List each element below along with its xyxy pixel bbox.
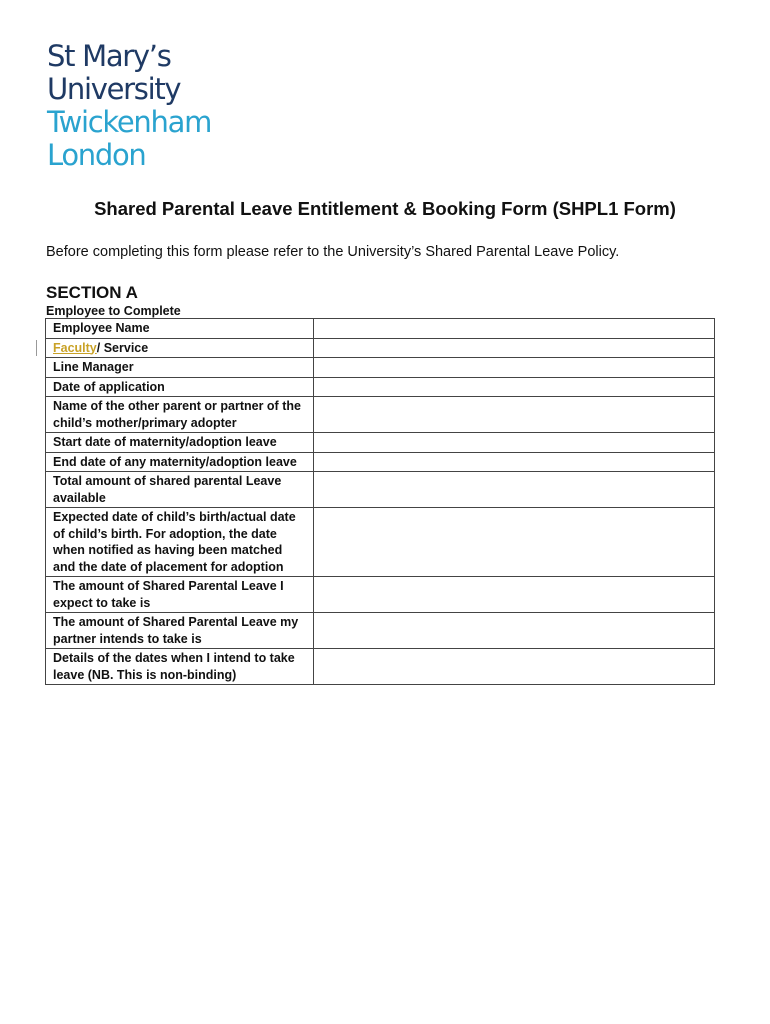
form-label: Employee Name [46, 319, 314, 339]
text-cursor-mark [36, 340, 37, 356]
form-row-end-date [46, 452, 715, 472]
form-label: Start date of maternity/adoption leave [46, 433, 314, 453]
form-row-faculty-service [46, 338, 715, 358]
logo-line-1: St Mary’s [47, 39, 171, 73]
section-subheading: Employee to Complete [46, 304, 181, 318]
form-row-other-parent [46, 397, 715, 433]
logo-line-4: London [47, 138, 146, 172]
form-label: End date of any maternity/adoption leave [46, 452, 314, 472]
logo-line-2: University [47, 72, 181, 106]
form-label: Name of the other parent or partner of the child’s mother/primary adopter [46, 397, 314, 433]
logo-line-3: Twickenham [47, 105, 212, 139]
form-label: The amount of Shared Parental Leave I expect to take is [46, 577, 314, 613]
form-value-field[interactable] [314, 433, 715, 453]
faculty-link[interactable]: Faculty [53, 340, 97, 355]
form-row-date-of-application [46, 377, 715, 397]
form-label: Expected date of child’s birth/actual date of child’s birth. For adoption, the date when notified as having been matched and the date of placement for adoption [46, 508, 314, 577]
form-label: The amount of Shared Parental Leave my partner intends to take is [46, 613, 314, 649]
form-row-employee-name [46, 319, 715, 339]
form-value-field[interactable] [314, 508, 715, 577]
form-value-field[interactable] [314, 397, 715, 433]
form-row-expected-birth-date [46, 508, 715, 577]
form-label: Total amount of shared parental Leave available [46, 472, 314, 508]
form-value-field[interactable] [314, 358, 715, 378]
form-label: Line Manager [46, 358, 314, 378]
form-value-field[interactable] [314, 377, 715, 397]
form-value-field[interactable] [314, 452, 715, 472]
form-value-field[interactable] [314, 577, 715, 613]
form-row-partner-leave [46, 613, 715, 649]
form-row-total-leave [46, 472, 715, 508]
document-title: Shared Parental Leave Entitlement & Booking Form (SHPL1 Form) [94, 198, 676, 219]
university-logo [47, 40, 211, 172]
faculty-label-rest: / Service [96, 340, 149, 355]
form-value-field[interactable] [314, 472, 715, 508]
employee-form-table [45, 318, 715, 685]
form-row-line-manager [46, 358, 715, 378]
form-row-leave-dates [46, 649, 715, 685]
form-value-field[interactable] [314, 338, 715, 358]
form-value-field[interactable] [314, 613, 715, 649]
form-row-leave-i-expect [46, 577, 715, 613]
section-heading: SECTION A [46, 283, 138, 302]
form-label [46, 338, 314, 358]
form-value-field[interactable] [314, 649, 715, 685]
form-value-field[interactable] [314, 319, 715, 339]
form-label: Date of application [46, 377, 314, 397]
form-label: Details of the dates when I intend to take leave (NB. This is non-binding) [46, 649, 314, 685]
intro-text: Before completing this form please refer to the University’s Shared Parental Leave Policy. [46, 244, 620, 260]
form-row-start-date [46, 433, 715, 453]
